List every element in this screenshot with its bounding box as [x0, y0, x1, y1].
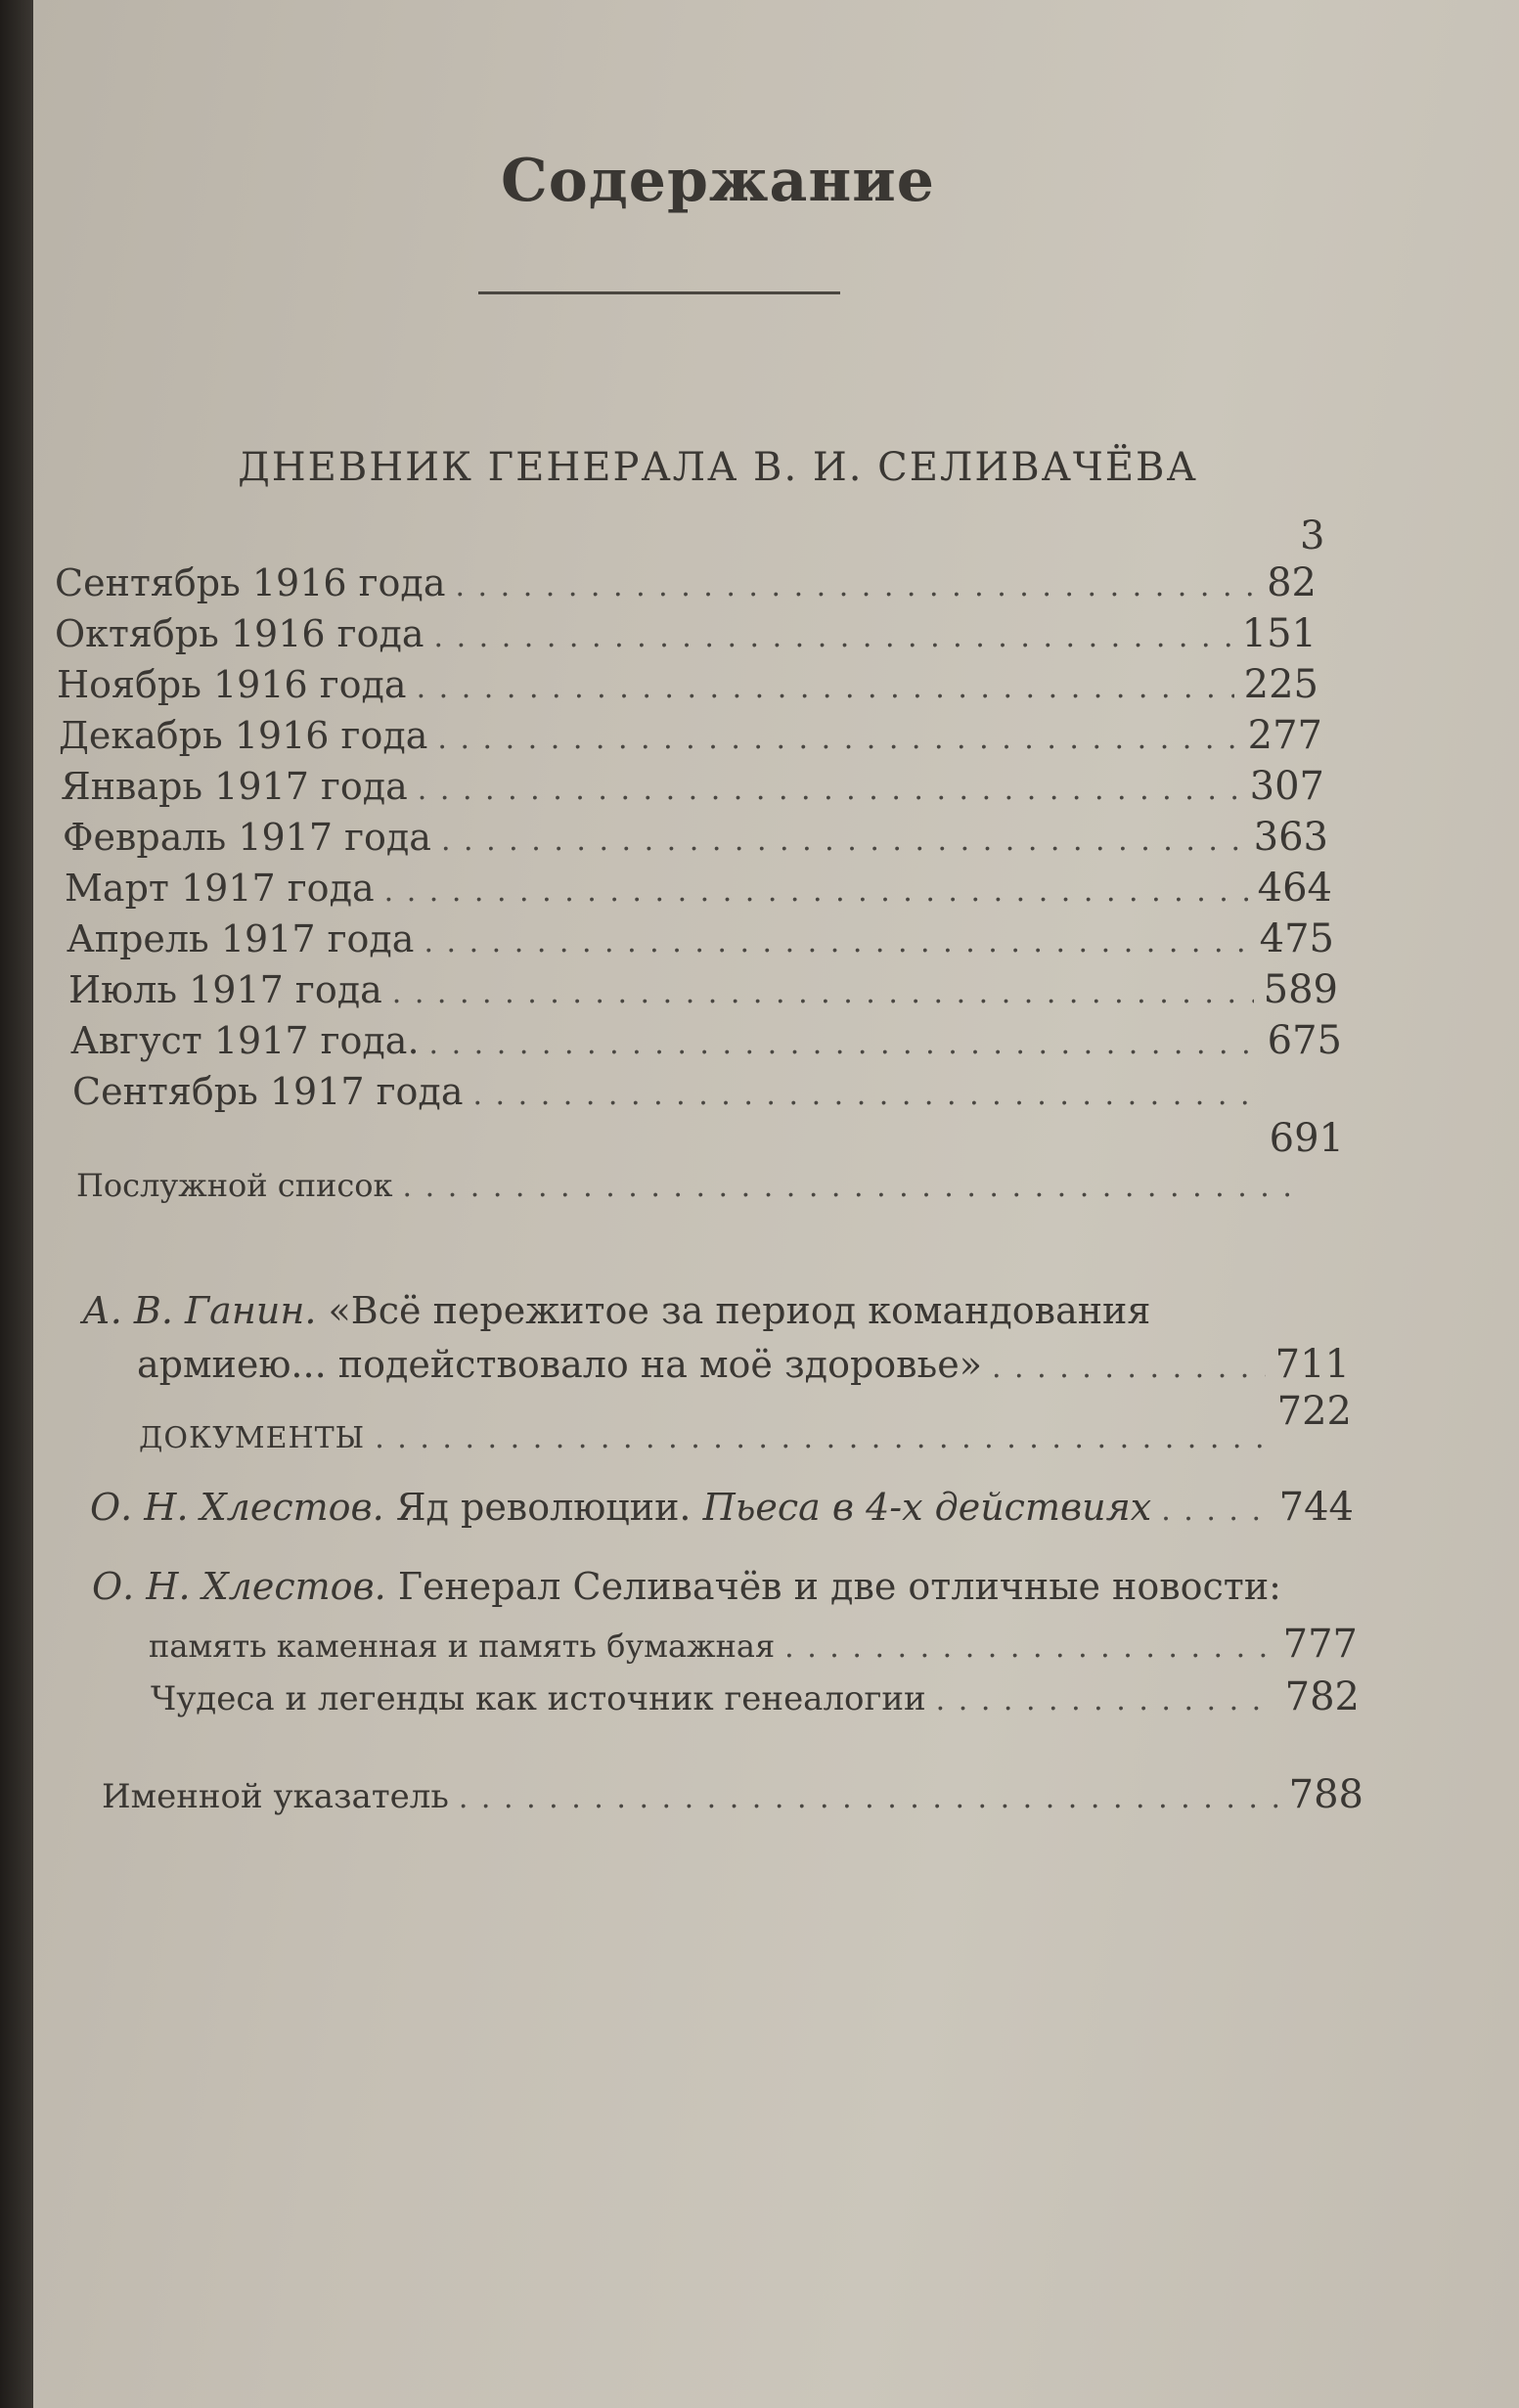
leader-dots [403, 1170, 1289, 1204]
toc-entry-label: Ноябрь 1916 года [57, 663, 407, 706]
toc-entry-page: 744 [1278, 1485, 1354, 1530]
leader-dots [418, 773, 1240, 807]
toc-entry-khlestov-part1[interactable] [149, 1622, 1358, 1667]
toc-entry-page: 225 [1243, 662, 1318, 707]
leader-dots [437, 722, 1237, 756]
article-author: О. Н. Хлестов. [92, 1565, 386, 1608]
toc-entry-page: 464 [1257, 866, 1332, 911]
toc-entry[interactable] [55, 560, 1317, 605]
toc-entry-label: Именной указатель [102, 1777, 449, 1816]
toc-entry-page: 788 [1288, 1772, 1363, 1817]
toc-entry-page: 777 [1282, 1622, 1358, 1667]
toc-entry-label: Июль 1917 года [68, 968, 382, 1011]
toc-entry-label: Сентябрь 1917 года [72, 1070, 464, 1113]
leader-dots [459, 1781, 1279, 1815]
toc-entry-page: 722 [1276, 1389, 1352, 1434]
intro-page-number: 3 [1300, 513, 1325, 558]
toc-entry-ganin[interactable] [137, 1342, 1350, 1387]
toc-entry-label: Февраль 1917 года [63, 816, 431, 859]
toc-entry-service-record[interactable] [76, 1167, 1299, 1204]
toc-entry-page: 363 [1253, 815, 1328, 860]
toc-entry[interactable] [59, 713, 1322, 758]
article-ganin-line1[interactable] [82, 1289, 1150, 1332]
leader-dots [434, 620, 1232, 654]
toc-entry-label: Чудеса и легенды как источник генеалогии [151, 1679, 926, 1718]
leader-dots [375, 1421, 1267, 1455]
toc-entry-label: Август 1917 года. [70, 1019, 420, 1062]
documents-label: ДОКУМЕНТЫ [139, 1421, 366, 1455]
leader-dots [472, 1078, 1259, 1112]
article-author: А. В. Ганин. [82, 1289, 317, 1332]
toc-entry-label: Октябрь 1916 года [55, 612, 424, 655]
toc-entry-page: 782 [1284, 1674, 1360, 1719]
toc-entry[interactable] [55, 611, 1317, 656]
toc-entry-page: 82 [1267, 560, 1317, 605]
toc-entry[interactable] [68, 967, 1338, 1012]
article-title: «Всё пережитое за период командования [328, 1289, 1151, 1332]
leader-dots [424, 925, 1249, 959]
article-subtitle: Пьеса в 4-х действиях [702, 1486, 1152, 1529]
toc-entry-label: Январь 1917 года [61, 765, 408, 808]
toc-entry-documents[interactable] [139, 1389, 1352, 1457]
toc-entry[interactable] [63, 815, 1328, 860]
toc-entry-label: Март 1917 года [65, 867, 375, 910]
toc-entry-label: Послужной список [76, 1167, 393, 1204]
toc-entry-page: 475 [1259, 916, 1334, 961]
article-author: О. Н. Хлестов. [90, 1486, 384, 1529]
toc-entry-label: Сентябрь 1916 года [55, 561, 446, 604]
leader-dots [992, 1351, 1266, 1385]
toc-entry-page: 151 [1241, 611, 1317, 656]
toc-entry[interactable] [70, 1018, 1342, 1063]
toc-entry[interactable] [61, 764, 1324, 809]
leader-dots [441, 824, 1244, 858]
toc-entry-label: Декабрь 1916 года [59, 714, 428, 757]
book-page [33, 0, 1519, 2408]
toc-entry[interactable] [57, 662, 1318, 707]
toc-entry-page: 691 [1269, 1116, 1344, 1161]
toc-entry-page: 675 [1267, 1018, 1342, 1063]
leader-dots [1161, 1494, 1269, 1528]
leader-dots [384, 874, 1248, 909]
page-title: Содержание [501, 147, 935, 215]
toc-entry[interactable] [65, 866, 1332, 911]
leader-dots [417, 671, 1234, 705]
toc-entry-index[interactable] [102, 1772, 1363, 1817]
leader-dots [392, 976, 1254, 1010]
toc-entry-label: память каменная и память бумажная [149, 1628, 776, 1665]
toc-entry[interactable] [72, 1069, 1344, 1161]
section-heading: ДНЕВНИК ГЕНЕРАЛА В. И. СЕЛИВАЧЁВА [238, 445, 1198, 490]
page-edge [0, 0, 33, 2408]
toc-entry-page: 711 [1274, 1342, 1350, 1387]
leader-dots [784, 1630, 1273, 1665]
toc-entry-page: 589 [1263, 967, 1338, 1012]
leader-dots [429, 1027, 1258, 1061]
article-title-continued: армиею... подействовало на моё здоровье» [137, 1343, 982, 1386]
toc-entry[interactable] [67, 916, 1334, 961]
title-rule [478, 291, 840, 294]
article-title: Генерал Селивачёв и две отличные новости: [397, 1565, 1281, 1608]
toc-entry-page: 307 [1249, 764, 1324, 809]
toc-entry-khlestov-play[interactable] [90, 1485, 1354, 1530]
leader-dots [455, 569, 1257, 603]
article-title: Яд революции. [395, 1486, 692, 1529]
toc-entry-khlestov-part2[interactable] [151, 1674, 1360, 1719]
article-khlestov-line1[interactable] [92, 1565, 1281, 1608]
toc-entry-page: 277 [1247, 713, 1322, 758]
toc-entry-label: Апрель 1917 года [67, 917, 415, 960]
leader-dots [936, 1683, 1275, 1717]
